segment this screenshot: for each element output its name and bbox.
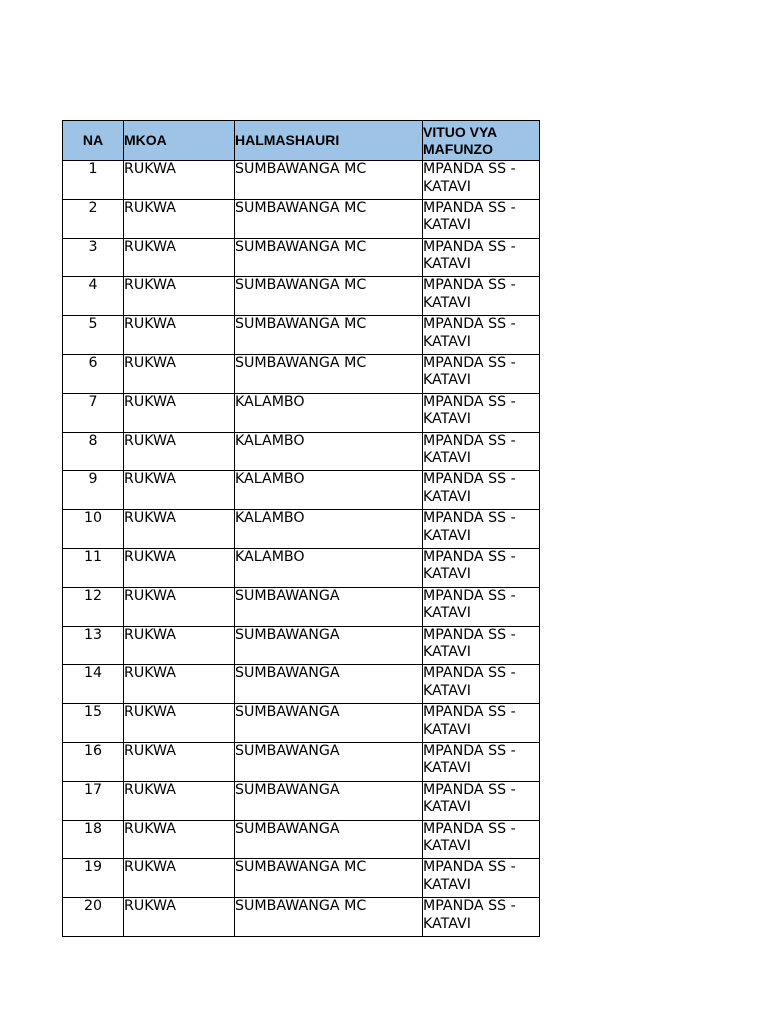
table-row: [63, 665, 540, 704]
cell-mkoa: RUKWA: [124, 393, 235, 432]
cell-halmashauri: SUMBAWANGA: [235, 742, 423, 781]
cell-halmashauri: SUMBAWANGA: [235, 704, 423, 743]
cell-na: 17: [63, 781, 124, 820]
cell-vituo: MPANDA SS - KATAVI: [423, 587, 540, 626]
cell-vituo: MPANDA SS - KATAVI: [423, 316, 540, 355]
table-row: [63, 161, 540, 200]
cell-mkoa: RUKWA: [124, 859, 235, 898]
cell-vituo: MPANDA SS - KATAVI: [423, 626, 540, 665]
table-row: [63, 898, 540, 937]
cell-halmashauri: SUMBAWANGA MC: [235, 354, 423, 393]
cell-halmashauri: KALAMBO: [235, 510, 423, 549]
cell-na: 6: [63, 354, 124, 393]
table-row: [63, 471, 540, 510]
cell-na: 13: [63, 626, 124, 665]
cell-halmashauri: SUMBAWANGA: [235, 820, 423, 859]
header-na: NA: [63, 121, 124, 161]
cell-vituo: MPANDA SS - KATAVI: [423, 548, 540, 587]
cell-mkoa: RUKWA: [124, 510, 235, 549]
table-row: [63, 393, 540, 432]
cell-halmashauri: SUMBAWANGA: [235, 665, 423, 704]
cell-na: 5: [63, 316, 124, 355]
cell-halmashauri: KALAMBO: [235, 548, 423, 587]
cell-na: 9: [63, 471, 124, 510]
header-vituo-vya-mafunzo: VITUO VYA MAFUNZO: [423, 121, 540, 161]
cell-vituo: MPANDA SS - KATAVI: [423, 199, 540, 238]
cell-mkoa: RUKWA: [124, 898, 235, 937]
cell-na: 11: [63, 548, 124, 587]
table-row: [63, 704, 540, 743]
cell-vituo: MPANDA SS - KATAVI: [423, 704, 540, 743]
cell-halmashauri: SUMBAWANGA MC: [235, 199, 423, 238]
cell-halmashauri: SUMBAWANGA MC: [235, 859, 423, 898]
cell-na: 2: [63, 199, 124, 238]
table-row: [63, 432, 540, 471]
cell-na: 3: [63, 238, 124, 277]
cell-halmashauri: SUMBAWANGA: [235, 626, 423, 665]
cell-na: 20: [63, 898, 124, 937]
cell-mkoa: RUKWA: [124, 354, 235, 393]
cell-mkoa: RUKWA: [124, 238, 235, 277]
cell-na: 15: [63, 704, 124, 743]
cell-na: 4: [63, 277, 124, 316]
cell-halmashauri: KALAMBO: [235, 471, 423, 510]
cell-vituo: MPANDA SS - KATAVI: [423, 277, 540, 316]
table-row: [63, 548, 540, 587]
cell-halmashauri: KALAMBO: [235, 432, 423, 471]
cell-na: 1: [63, 161, 124, 200]
cell-vituo: MPANDA SS - KATAVI: [423, 393, 540, 432]
cell-vituo: MPANDA SS - KATAVI: [423, 859, 540, 898]
cell-vituo: MPANDA SS - KATAVI: [423, 238, 540, 277]
table-row: [63, 781, 540, 820]
cell-na: 16: [63, 742, 124, 781]
cell-halmashauri: SUMBAWANGA: [235, 781, 423, 820]
table-row: [63, 742, 540, 781]
cell-halmashauri: SUMBAWANGA: [235, 587, 423, 626]
table-row: [63, 238, 540, 277]
header-halmashauri: HALMASHAURI: [235, 121, 423, 161]
cell-mkoa: RUKWA: [124, 704, 235, 743]
cell-vituo: MPANDA SS - KATAVI: [423, 742, 540, 781]
table-body: [63, 161, 540, 937]
cell-vituo: MPANDA SS - KATAVI: [423, 898, 540, 937]
cell-vituo: MPANDA SS - KATAVI: [423, 432, 540, 471]
cell-mkoa: RUKWA: [124, 161, 235, 200]
cell-na: 18: [63, 820, 124, 859]
table-row: [63, 199, 540, 238]
cell-mkoa: RUKWA: [124, 820, 235, 859]
cell-na: 10: [63, 510, 124, 549]
cell-mkoa: RUKWA: [124, 199, 235, 238]
cell-vituo: MPANDA SS - KATAVI: [423, 820, 540, 859]
cell-halmashauri: SUMBAWANGA MC: [235, 898, 423, 937]
cell-vituo: MPANDA SS - KATAVI: [423, 354, 540, 393]
cell-mkoa: RUKWA: [124, 277, 235, 316]
table-row: [63, 820, 540, 859]
cell-na: 7: [63, 393, 124, 432]
cell-na: 14: [63, 665, 124, 704]
table-row: [63, 626, 540, 665]
cell-mkoa: RUKWA: [124, 781, 235, 820]
cell-mkoa: RUKWA: [124, 548, 235, 587]
cell-na: 12: [63, 587, 124, 626]
table-header-row: [63, 121, 540, 161]
cell-halmashauri: SUMBAWANGA MC: [235, 161, 423, 200]
cell-halmashauri: KALAMBO: [235, 393, 423, 432]
cell-vituo: MPANDA SS - KATAVI: [423, 781, 540, 820]
cell-vituo: MPANDA SS - KATAVI: [423, 510, 540, 549]
cell-halmashauri: SUMBAWANGA MC: [235, 277, 423, 316]
table-row: [63, 316, 540, 355]
cell-mkoa: RUKWA: [124, 665, 235, 704]
table-row: [63, 587, 540, 626]
table-row: [63, 859, 540, 898]
training-centers-table: [62, 120, 540, 937]
cell-halmashauri: SUMBAWANGA MC: [235, 238, 423, 277]
table-row: [63, 277, 540, 316]
cell-vituo: MPANDA SS - KATAVI: [423, 471, 540, 510]
cell-vituo: MPANDA SS - KATAVI: [423, 161, 540, 200]
cell-mkoa: RUKWA: [124, 742, 235, 781]
cell-halmashauri: SUMBAWANGA MC: [235, 316, 423, 355]
cell-mkoa: RUKWA: [124, 432, 235, 471]
cell-mkoa: RUKWA: [124, 316, 235, 355]
cell-mkoa: RUKWA: [124, 587, 235, 626]
header-mkoa: MKOA: [124, 121, 235, 161]
table-row: [63, 354, 540, 393]
table-row: [63, 510, 540, 549]
cell-na: 19: [63, 859, 124, 898]
cell-mkoa: RUKWA: [124, 626, 235, 665]
cell-mkoa: RUKWA: [124, 471, 235, 510]
cell-vituo: MPANDA SS - KATAVI: [423, 665, 540, 704]
cell-na: 8: [63, 432, 124, 471]
